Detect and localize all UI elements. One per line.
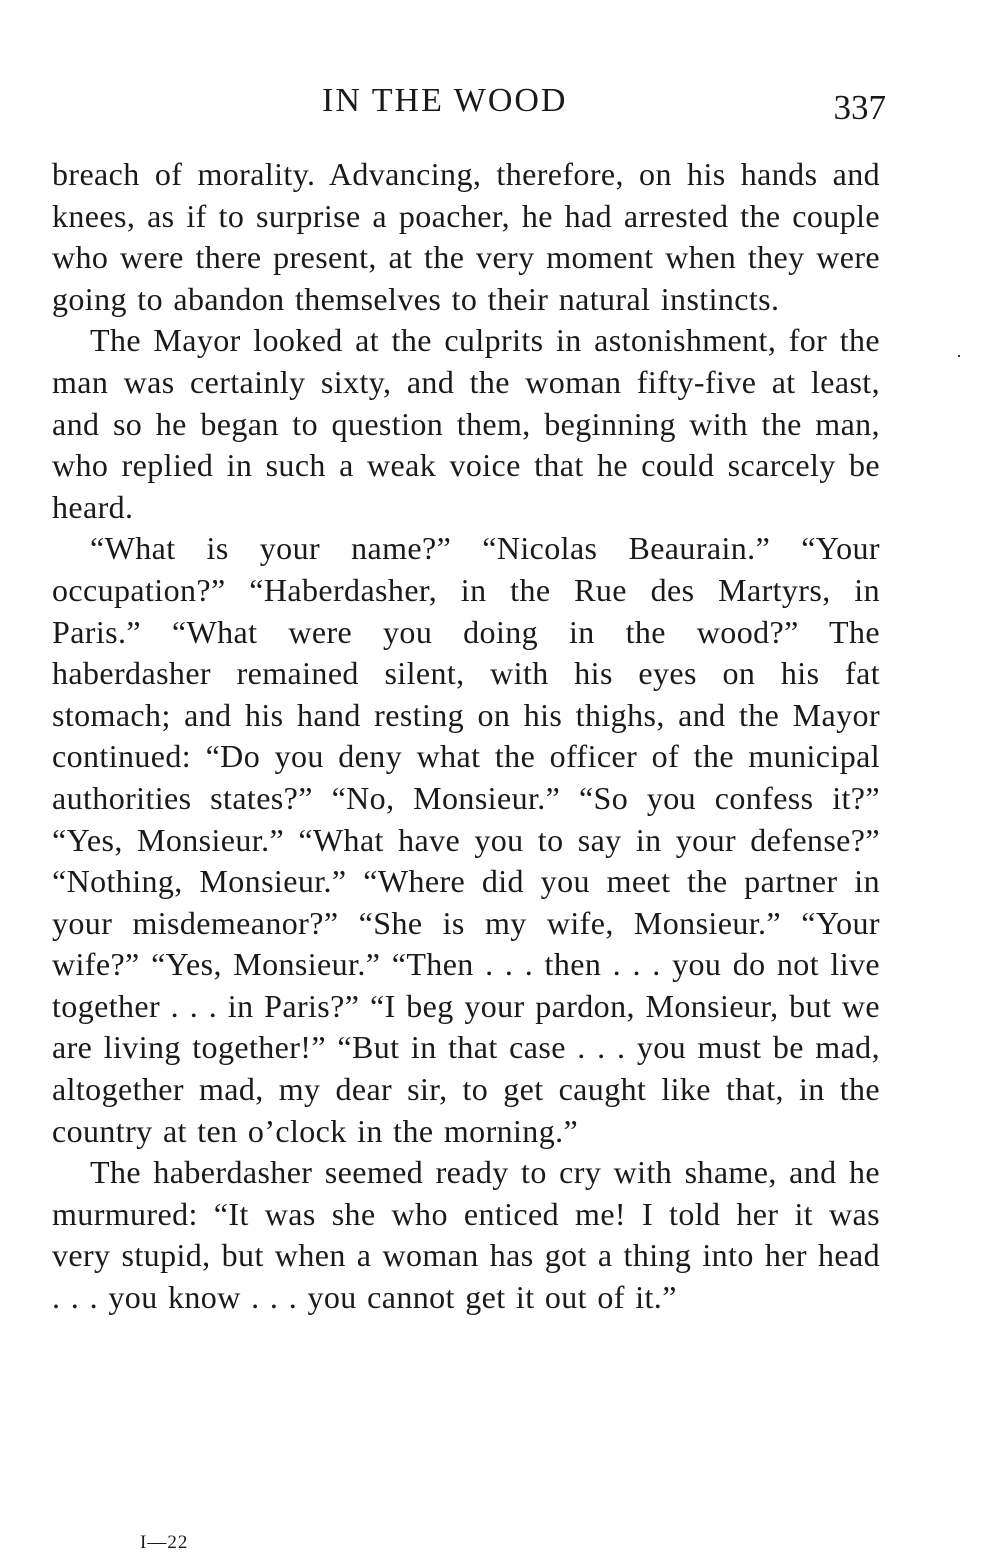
paragraph-haberdasher-reply: The haberdasher seemed ready to cry with shame, and he murmured: “It was she who enticed me! I told her it was very stupid, but when a woman has got a thing into her head . . . you know . . . you cannot get it out of it.”	[52, 1154, 880, 1316]
body-text	[52, 154, 880, 1319]
paragraph-dialogue: “What is your name?” “Nicolas Beaurain.” “Your occupation?” “Haberdasher, in the Rue des Martyrs, in Paris.” “What were you doing in the wood?” The haberdasher remained silent, with his eyes on his fat stomach; and his hand resting on his thighs, and the Mayor continued: “Do you deny what the officer of the municipal authorities states?” “No, Monsieur.” “So you confess it?” “Yes, Monsieur.” “What have you to say in your defense?” “Nothing, Monsieur.” “Where did you meet the partner in your misdemeanor?” “She is my wife, Monsieur.” “Your wife?” “Yes, Monsieur.” “Then . . . then . . . you do not live together . . . in Paris?” “I beg your pardon, Monsieur, but we are living together!” “But in that case . . . you must be mad, altogether mad, my dear sir, to get caught like that, in the country at ten o’clock in the morning.”	[52, 530, 880, 1149]
running-head	[0, 82, 1000, 132]
paragraph-continuation: breach of morality. Advancing, therefore, on his hands and knees, as if to surprise a poacher, he had arrested the couple who were there present, at the very moment when they were going to abandon themselves to their natural instincts.	[52, 156, 880, 317]
print-speck	[958, 355, 960, 357]
page-number: 337	[833, 88, 886, 127]
paragraph-mayor-looked: The Mayor looked at the culprits in astonishment, for the man was certainly sixty, and the woman fifty-five at least, and so he began to question them, beginning with the man, who replied in such a weak voice that he could scarcely be heard.	[52, 322, 880, 525]
running-title: IN THE WOOD	[322, 82, 568, 119]
signature-mark: I—22	[140, 1532, 189, 1553]
